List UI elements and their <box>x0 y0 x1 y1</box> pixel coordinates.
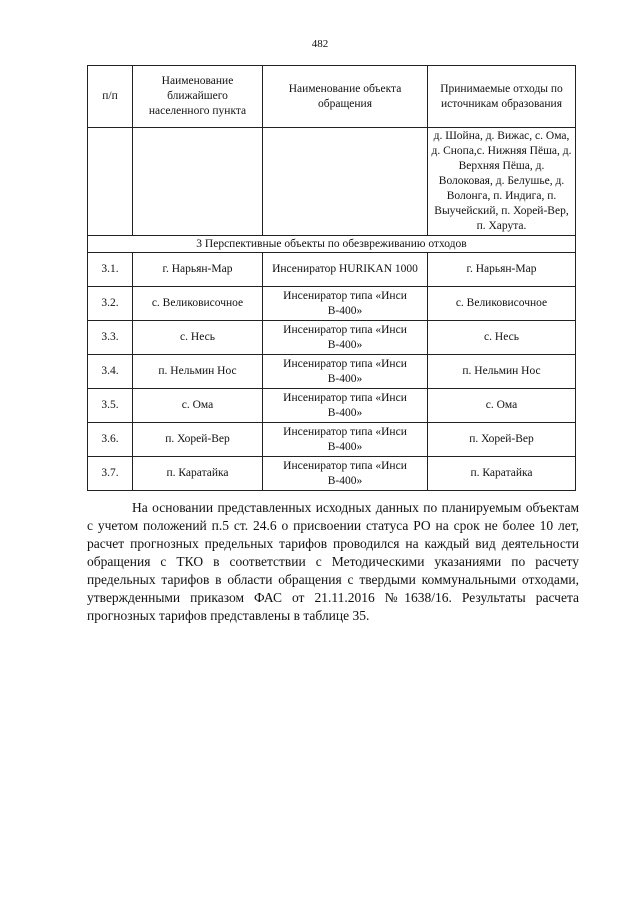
row-object: Инсениратор типа «Инси В-400» <box>263 287 428 321</box>
section-row <box>88 236 576 253</box>
row-num: 3.7. <box>88 457 133 491</box>
row-object: Инсениратор типа «Инси В-400» <box>263 355 428 389</box>
row-settlement: г. Нарьян-Мар <box>133 253 263 287</box>
table-row <box>88 457 576 491</box>
row-object: Инсениратор типа «Инси В-400» <box>263 389 428 423</box>
cell-empty <box>133 128 263 236</box>
continuation-row <box>88 128 576 236</box>
table-row <box>88 423 576 457</box>
cell-empty <box>263 128 428 236</box>
row-num: 3.2. <box>88 287 133 321</box>
table-row <box>88 355 576 389</box>
row-num: 3.3. <box>88 321 133 355</box>
row-wastes: п. Нельмин Нос <box>428 355 576 389</box>
row-object: Инсениратор типа «Инси В-400» <box>263 423 428 457</box>
table-row <box>88 321 576 355</box>
row-object: Инсениратор типа «Инси В-400» <box>263 321 428 355</box>
row-object: Инсениратор типа «Инси В-400» <box>263 457 428 491</box>
row-wastes: с. Несь <box>428 321 576 355</box>
row-settlement: п. Нельмин Нос <box>133 355 263 389</box>
continuation-wastes: д. Шойна, д. Вижас, с. Ома, д. Снопа,с. Нижняя Пёша, д. Верхняя Пёша, д. Волоковая, д. Белушье, д. Волонга, п. Индига, п. Выучейский, п. Хорей-Вер, п. Харута. <box>428 128 576 236</box>
header-wastes: Принимаемые отходы по источникам образования <box>428 66 576 128</box>
page-number: 482 <box>311 38 329 50</box>
row-object: Инсениратор HURIKAN 1000 <box>263 253 428 287</box>
table-row <box>88 287 576 321</box>
row-wastes: с. Великовисочное <box>428 287 576 321</box>
row-num: 3.5. <box>88 389 133 423</box>
row-settlement: п. Хорей-Вер <box>133 423 263 457</box>
row-settlement: с. Несь <box>133 321 263 355</box>
row-settlement: с. Великовисочное <box>133 287 263 321</box>
objects-table <box>87 65 576 491</box>
table-row <box>88 253 576 287</box>
row-num: 3.1. <box>88 253 133 287</box>
header-object: Наименование объекта обращения <box>263 66 428 128</box>
row-wastes: п. Хорей-Вер <box>428 423 576 457</box>
header-settlement: Наименование ближайшего населенного пункта <box>133 66 263 128</box>
cell-empty <box>88 128 133 236</box>
row-wastes: с. Ома <box>428 389 576 423</box>
row-wastes: п. Каратайка <box>428 457 576 491</box>
row-wastes: г. Нарьян-Мар <box>428 253 576 287</box>
row-settlement: с. Ома <box>133 389 263 423</box>
header-num: п/п <box>88 66 133 128</box>
table-header-row <box>88 66 576 128</box>
body-paragraph: На основании представленных исходных данных по планируемым объектам с учетом положений п.5 ст. 24.6 о присвоении статуса РО на срок не более 10 лет, расчет прогнозных предельных тарифов проводился на каждый вид деятельности обращения с ТКО в соответствии с Методическими указаниями по расчету предельных тарифов в области обращения с твердыми коммунальными отходами, утвержденными приказом ФАС от 21.11.2016 №1638/16. Результаты расчета прогнозных тарифов представлены в таблице 35. <box>87 500 579 623</box>
row-num: 3.4. <box>88 355 133 389</box>
table-row <box>88 389 576 423</box>
row-settlement: п. Каратайка <box>133 457 263 491</box>
section-title: 3 Перспективные объекты по обезвреживанию отходов <box>88 236 576 253</box>
row-num: 3.6. <box>88 423 133 457</box>
